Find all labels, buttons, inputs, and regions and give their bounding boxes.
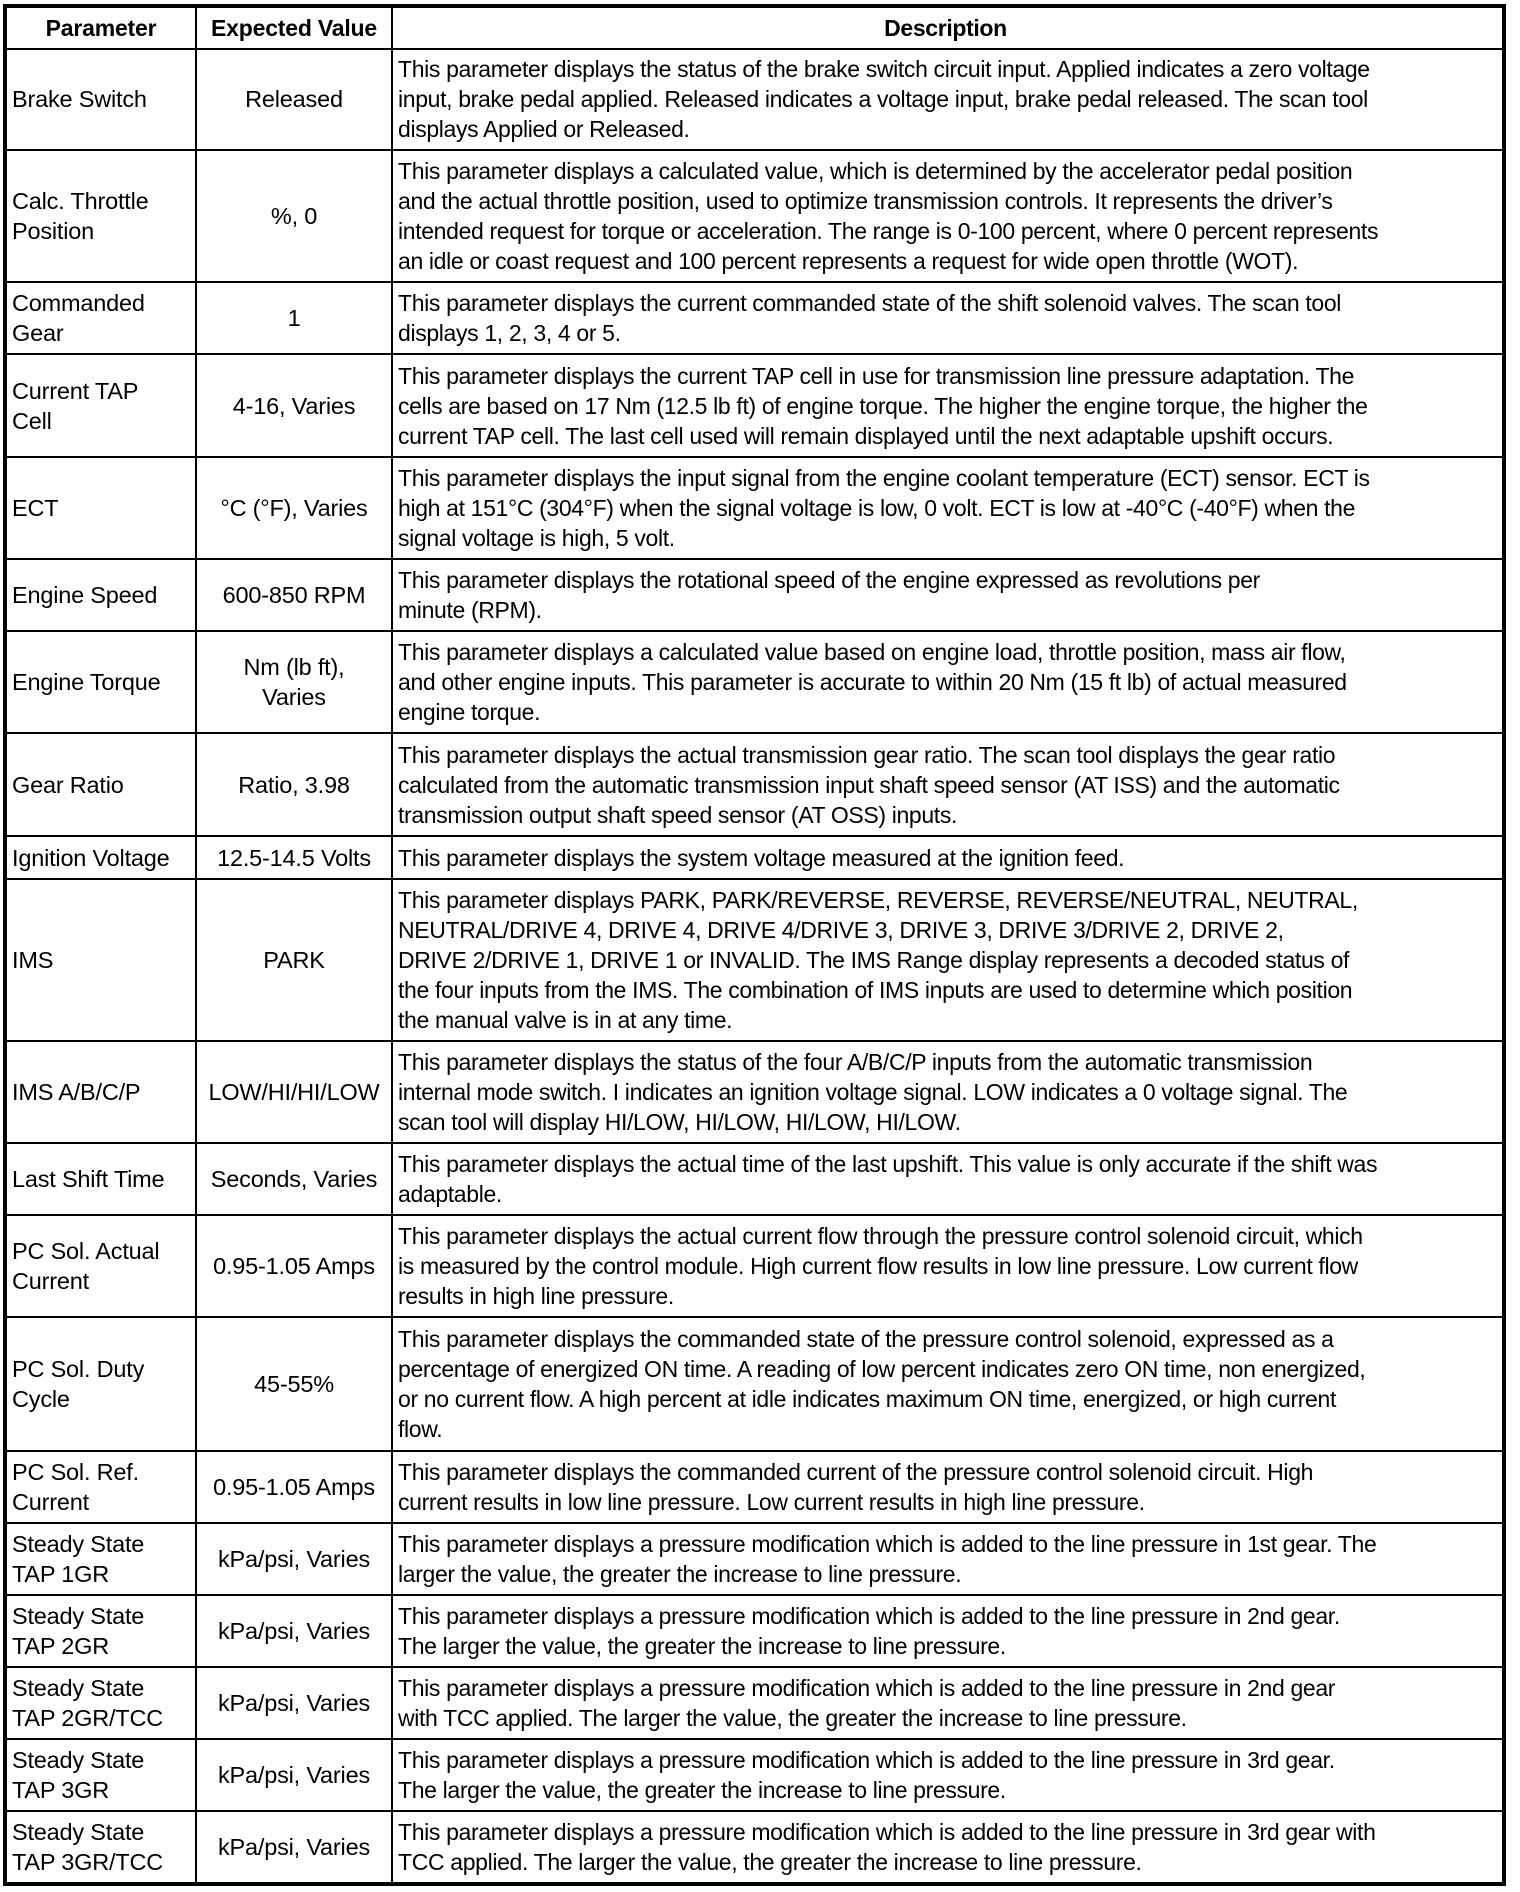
text-line: displays 1, 2, 3, 4 or 5. <box>398 320 621 346</box>
text-line: This parameter displays a calculated value based on engine load, throttle position, mass air flow, <box>398 639 1346 665</box>
text-line: percentage of energized ON time. A reading of low percent indicates zero ON time, non energized, <box>398 1356 1366 1382</box>
text-line: or no current flow. A high percent at idle indicates maximum ON time, energized, or high current <box>398 1386 1336 1412</box>
text-line: Last Shift Time <box>12 1166 165 1192</box>
expected-value-cell-text <box>218 1688 370 1718</box>
text-line: This parameter displays a pressure modification which is added to the line pressure in 3rd gear. <box>398 1747 1335 1773</box>
description-cell <box>393 1042 1502 1142</box>
expected-value-cell <box>197 560 393 630</box>
expected-value-cell-text <box>254 1369 334 1399</box>
text-line: larger the value, the greater the increase to line pressure. <box>398 1561 962 1587</box>
parameter-cell <box>7 1668 197 1738</box>
description-cell <box>393 560 1502 630</box>
text-line: 600-850 RPM <box>222 582 366 608</box>
expected-value-cell <box>197 1524 393 1594</box>
text-line: Current <box>12 1489 89 1515</box>
expected-value-cell-text <box>218 1832 370 1862</box>
text-line: This parameter displays the status of the four A/B/C/P inputs from the automatic transmission <box>398 1049 1313 1075</box>
text-line: The larger the value, the greater the increase to line pressure. <box>398 1777 1006 1803</box>
text-line: This parameter displays PARK, PARK/REVERSE, REVERSE, REVERSE/NEUTRAL, NEUTRAL, <box>398 887 1358 913</box>
text-line: Gear <box>12 320 64 346</box>
description-cell <box>393 1812 1502 1882</box>
text-line: This parameter displays a pressure modification which is added to the line pressure in 3rd gear with <box>398 1819 1376 1845</box>
text-line: °C (°F), Varies <box>220 495 368 521</box>
description-cell <box>393 1318 1502 1450</box>
description-cell <box>393 880 1502 1040</box>
text-line: Steady State <box>12 1819 145 1845</box>
description-cell-text <box>398 1324 1365 1444</box>
description-cell <box>393 458 1502 558</box>
text-line: is measured by the control module. High current flow results in low line pressure. Low current flow <box>398 1253 1358 1279</box>
description-cell <box>393 1144 1502 1214</box>
description-cell-text <box>398 1673 1335 1733</box>
description-cell-text <box>398 1601 1340 1661</box>
parameter-cell <box>7 1042 197 1142</box>
text-line: the manual valve is in at any time. <box>398 1007 733 1033</box>
text-line: flow. <box>398 1416 443 1442</box>
parameter-cell <box>7 355 197 456</box>
expected-value-cell-text <box>213 1472 375 1502</box>
description-cell <box>393 734 1502 835</box>
description-cell-text <box>398 1149 1377 1209</box>
text-line: Nm (lb ft), <box>243 654 345 680</box>
text-line: results in high line pressure. <box>398 1283 674 1309</box>
text-line: TAP 3GR <box>12 1777 109 1803</box>
table-row <box>7 1216 1502 1318</box>
table-row <box>7 1042 1502 1144</box>
header-expected-value <box>197 8 393 48</box>
description-cell-text <box>398 740 1340 830</box>
text-line: kPa/psi, Varies <box>218 1690 370 1716</box>
expected-value-cell <box>197 1740 393 1810</box>
header-parameter-label: Parameter <box>45 15 157 41</box>
text-line: internal mode switch. I indicates an ignition voltage signal. LOW indicates a 0 voltage signal. The <box>398 1079 1348 1105</box>
header-expected-value-label: Expected Value <box>211 15 377 41</box>
expected-value-cell-text <box>288 303 301 333</box>
parameter-cell <box>7 1318 197 1450</box>
expected-value-cell-text <box>244 652 345 712</box>
text-line: This parameter displays the status of the brake switch circuit input. Applied indicates a zero voltage <box>398 55 1370 82</box>
expected-value-cell-text <box>263 945 324 975</box>
expected-value-cell-text <box>217 843 371 873</box>
expected-value-cell <box>197 1812 393 1882</box>
parameter-cell <box>7 151 197 281</box>
parameter-cell-text <box>12 1164 164 1194</box>
text-line: Seconds, Varies <box>210 1166 378 1192</box>
expected-value-cell <box>197 151 393 281</box>
parameter-cell-text <box>12 770 124 800</box>
text-line: PC Sol. Duty <box>12 1356 145 1382</box>
header-description-label: Description <box>884 15 1007 41</box>
table-row <box>7 1452 1502 1524</box>
text-line: This parameter displays a pressure modification which is added to the line pressure in 2nd gear. <box>398 1603 1340 1629</box>
expected-value-cell <box>197 880 393 1040</box>
parameter-cell <box>7 283 197 353</box>
expected-value-cell-text <box>220 493 367 523</box>
description-cell-text <box>398 1457 1313 1517</box>
text-line: input, brake pedal applied. Released indicates a voltage input, brake pedal released. The scan tool <box>398 85 1368 112</box>
expected-value-cell-text <box>245 84 343 114</box>
text-line: with TCC applied. The larger the value, the greater the increase to line pressure. <box>398 1705 1187 1731</box>
text-line: Ignition Voltage <box>12 844 170 871</box>
expected-value-cell-text <box>233 391 356 421</box>
parameter-cell-text <box>12 376 138 436</box>
text-line: PARK <box>263 947 325 973</box>
text-line: Engine Torque <box>12 669 161 695</box>
description-cell <box>393 1740 1502 1810</box>
text-line: Steady State <box>12 1747 145 1773</box>
parameter-cell-text <box>12 1745 144 1805</box>
expected-value-cell-text <box>218 1760 370 1790</box>
table-row <box>7 1740 1502 1812</box>
parameter-cell-text <box>12 1601 144 1661</box>
expected-value-cell <box>197 355 393 456</box>
text-line: This parameter displays the actual current flow through the pressure control solenoid circuit, which <box>398 1223 1363 1249</box>
expected-value-cell <box>197 1042 393 1142</box>
text-line: Cycle <box>12 1386 70 1412</box>
description-cell-text <box>398 1817 1376 1877</box>
text-line: This parameter displays the commanded state of the pressure control solenoid, expressed as a <box>398 1326 1334 1352</box>
text-line: kPa/psi, Varies <box>218 1834 370 1860</box>
text-line: This parameter displays the system voltage measured at the ignition feed. <box>398 844 1125 871</box>
text-line: transmission output shaft speed sensor (AT OSS) inputs. <box>398 801 958 828</box>
text-line: scan tool will display HI/LOW, HI/LOW, HI/LOW, HI/LOW. <box>398 1109 961 1135</box>
text-line: adaptable. <box>398 1181 502 1207</box>
expected-value-cell <box>197 1318 393 1450</box>
text-line: Ratio, 3.98 <box>238 771 350 798</box>
text-line: 45-55% <box>254 1371 334 1397</box>
parameter-cell <box>7 1524 197 1594</box>
expected-value-cell <box>197 632 393 732</box>
text-line: This parameter displays a calculated value, which is determined by the accelerator pedal position <box>398 158 1353 184</box>
text-line: This parameter displays a pressure modification which is added to the line pressure in 1st gear. The <box>398 1531 1377 1557</box>
parameter-cell-text <box>12 580 157 610</box>
text-line: current TAP cell. The last cell used will remain displayed until the next adaptable upshift occurs. <box>398 422 1334 449</box>
description-cell <box>393 1216 1502 1316</box>
text-line: PC Sol. Ref. <box>12 1459 139 1485</box>
text-line: and the actual throttle position, used to optimize transmission controls. It represents the driver’s <box>398 188 1333 214</box>
text-line: minute (RPM). <box>398 597 542 623</box>
parameter-cell <box>7 1596 197 1666</box>
description-cell <box>393 283 1502 353</box>
parameter-cell-text <box>12 493 58 523</box>
description-cell <box>393 151 1502 281</box>
parameter-cell-text <box>12 1077 140 1107</box>
table-row <box>7 880 1502 1042</box>
description-cell-text <box>398 637 1347 727</box>
text-line: NEUTRAL/DRIVE 4, DRIVE 4, DRIVE 4/DRIVE 3, DRIVE 3, DRIVE 3/DRIVE 2, DRIVE 2, <box>398 917 1284 943</box>
expected-value-cell-text <box>208 1077 379 1107</box>
header-row <box>7 8 1502 50</box>
text-line: This parameter displays a pressure modification which is added to the line pressure in 2nd gear <box>398 1675 1336 1701</box>
text-line: current results in low line pressure. Low current results in high line pressure. <box>398 1489 1145 1515</box>
expected-value-cell-text <box>271 201 317 231</box>
text-line: TAP 3GR/TCC <box>12 1849 164 1875</box>
parameter-cell <box>7 837 197 878</box>
text-line: signal voltage is high, 5 volt. <box>398 525 675 551</box>
text-line: This parameter displays the commanded current of the pressure control solenoid circuit. High <box>398 1459 1314 1485</box>
table-row <box>7 632 1502 734</box>
description-cell <box>393 1524 1502 1594</box>
description-cell-text <box>398 361 1368 451</box>
table-row <box>7 283 1502 355</box>
parameter-cell-text <box>12 84 147 114</box>
description-cell-text <box>398 1745 1335 1805</box>
text-line: TAP 2GR/TCC <box>12 1705 164 1731</box>
text-line: The larger the value, the greater the increase to line pressure. <box>398 1633 1006 1659</box>
parameter-cell <box>7 48 197 149</box>
text-line: Steady State <box>12 1603 145 1629</box>
expected-value-cell-text <box>223 580 366 610</box>
table-row <box>7 1596 1502 1668</box>
description-cell-text <box>398 1047 1347 1137</box>
text-line: Current TAP <box>12 377 139 404</box>
text-line: PC Sol. Actual <box>12 1238 160 1264</box>
table-row <box>7 1668 1502 1740</box>
description-cell <box>393 1452 1502 1522</box>
text-line: This parameter displays the actual time of the last upshift. This value is only accurate if the shift was <box>398 1151 1378 1177</box>
text-line: Current <box>12 1268 89 1294</box>
table-row <box>7 1144 1502 1216</box>
table-row <box>7 48 1502 151</box>
text-line: IMS <box>12 947 54 973</box>
text-line: 1 <box>287 305 301 331</box>
text-line: kPa/psi, Varies <box>218 1762 370 1788</box>
table-row <box>7 1524 1502 1596</box>
parameter-cell-text <box>12 1354 144 1414</box>
text-line: IMS A/B/C/P <box>12 1079 141 1105</box>
description-cell-text <box>398 565 1260 625</box>
header-parameter <box>7 8 197 48</box>
expected-value-cell-text <box>218 1616 370 1646</box>
description-cell-text <box>398 463 1370 553</box>
text-line: Steady State <box>12 1531 145 1557</box>
text-line: This parameter displays the rotational speed of the engine expressed as revolutions per <box>398 567 1260 593</box>
description-cell-text <box>398 54 1370 144</box>
parameter-cell <box>7 1144 197 1214</box>
parameter-cell-text <box>12 1817 163 1877</box>
table-row <box>7 151 1502 283</box>
parameter-cell <box>7 734 197 835</box>
expected-value-cell <box>197 1216 393 1316</box>
parameter-cell-text <box>12 843 170 873</box>
text-line: 4-16, Varies <box>232 392 356 419</box>
text-line: This parameter displays the current TAP cell in use for transmission line pressure adaptation. The <box>398 362 1355 389</box>
expected-value-cell <box>197 458 393 558</box>
parameter-cell <box>7 1452 197 1522</box>
expected-value-cell-text <box>211 1164 377 1194</box>
description-cell <box>393 1596 1502 1666</box>
text-line: DRIVE 2/DRIVE 1, DRIVE 1 or INVALID. The IMS Range display represents a decoded status of <box>398 947 1350 973</box>
parameter-cell <box>7 560 197 630</box>
text-line: Varies <box>262 684 326 710</box>
description-cell <box>393 355 1502 456</box>
table-row <box>7 1318 1502 1452</box>
text-line: Calc. Throttle <box>12 188 149 214</box>
parameter-cell <box>7 1740 197 1810</box>
table-row <box>7 355 1502 458</box>
parameter-cell-text <box>12 1673 163 1733</box>
parameter-cell <box>7 880 197 1040</box>
parameter-cell-text <box>12 288 145 348</box>
table-row <box>7 560 1502 632</box>
text-line: Cell <box>12 407 52 434</box>
description-cell-text <box>398 1529 1376 1589</box>
description-cell-text <box>398 156 1378 276</box>
text-line: This parameter displays the input signal from the engine coolant temperature (ECT) sensor. ECT is <box>398 465 1370 491</box>
text-line: the four inputs from the IMS. The combination of IMS inputs are used to determine which position <box>398 977 1353 1003</box>
text-line: kPa/psi, Varies <box>218 1618 370 1644</box>
expected-value-cell <box>197 837 393 878</box>
description-cell-text <box>398 885 1358 1035</box>
text-line: ECT <box>12 495 59 521</box>
text-line: 0.95-1.05 Amps <box>213 1253 375 1279</box>
text-line: kPa/psi, Varies <box>218 1546 370 1572</box>
parameter-cell-text <box>12 945 53 975</box>
text-line: cells are based on 17 Nm (12.5 lb ft) of engine torque. The higher the engine torque, the higher the <box>398 392 1368 419</box>
text-line: engine torque. <box>398 699 541 725</box>
expected-value-cell-text <box>213 1251 375 1281</box>
text-line: Gear Ratio <box>12 771 124 798</box>
text-line: Brake Switch <box>12 85 147 112</box>
text-line: 12.5-14.5 Volts <box>217 844 371 871</box>
parameter-cell <box>7 1216 197 1316</box>
expected-value-cell <box>197 1144 393 1214</box>
text-line: Position <box>12 218 95 244</box>
expected-value-cell <box>197 1668 393 1738</box>
parameter-cell-text <box>12 1529 144 1589</box>
text-line: calculated from the automatic transmission input shaft speed sensor (AT ISS) and the automatic <box>398 771 1340 798</box>
text-line: This parameter displays the current commanded state of the shift solenoid valves. The scan tool <box>398 290 1342 316</box>
parameter-table <box>3 4 1506 1886</box>
description-cell <box>393 837 1502 878</box>
parameter-cell <box>7 632 197 732</box>
description-cell <box>393 632 1502 732</box>
expected-value-cell <box>197 1452 393 1522</box>
parameter-cell-text <box>12 1457 139 1517</box>
table-row <box>7 458 1502 560</box>
text-line: Steady State <box>12 1675 145 1701</box>
parameter-cell <box>7 1812 197 1882</box>
expected-value-cell-text <box>238 770 349 800</box>
text-line: and other engine inputs. This parameter is accurate to within 20 Nm (15 ft lb) of actual measured <box>398 669 1347 695</box>
text-line: TAP 2GR <box>12 1633 109 1659</box>
description-cell-text <box>398 288 1341 348</box>
text-line: TAP 1GR <box>12 1561 109 1587</box>
text-line: Released <box>245 85 343 112</box>
text-line: an idle or coast request and 100 percent represents a request for wide open throttle (WOT). <box>398 248 1299 274</box>
text-line: Engine Speed <box>12 582 158 608</box>
expected-value-cell-text <box>218 1544 370 1574</box>
text-line: 0.95-1.05 Amps <box>213 1474 375 1500</box>
parameter-cell-text <box>12 1236 159 1296</box>
description-cell-text <box>398 1221 1363 1311</box>
expected-value-cell <box>197 48 393 149</box>
description-cell <box>393 48 1502 149</box>
expected-value-cell <box>197 734 393 835</box>
text-line: Commanded <box>12 290 145 316</box>
text-line: LOW/HI/HI/LOW <box>208 1079 380 1105</box>
parameter-cell-text <box>12 667 161 697</box>
table-row <box>7 1812 1502 1882</box>
expected-value-cell <box>197 283 393 353</box>
description-cell-text <box>398 843 1124 873</box>
expected-value-cell <box>197 1596 393 1666</box>
text-line: intended request for torque or acceleration. The range is 0-100 percent, where 0 percent represents <box>398 218 1379 244</box>
text-line: TCC applied. The larger the value, the greater the increase to line pressure. <box>398 1849 1142 1875</box>
text-line: displays Applied or Released. <box>398 115 690 142</box>
text-line: This parameter displays the actual transmission gear ratio. The scan tool displays the gear ratio <box>398 741 1336 768</box>
table-row <box>7 837 1502 880</box>
parameter-cell <box>7 458 197 558</box>
text-line: %, 0 <box>270 203 318 229</box>
table-row <box>7 734 1502 837</box>
description-cell <box>393 1668 1502 1738</box>
parameter-cell-text <box>12 186 149 246</box>
header-description <box>393 8 1502 48</box>
text-line: high at 151°C (304°F) when the signal voltage is low, 0 volt. ECT is low at -40°C (-40°F) when the <box>398 495 1356 521</box>
